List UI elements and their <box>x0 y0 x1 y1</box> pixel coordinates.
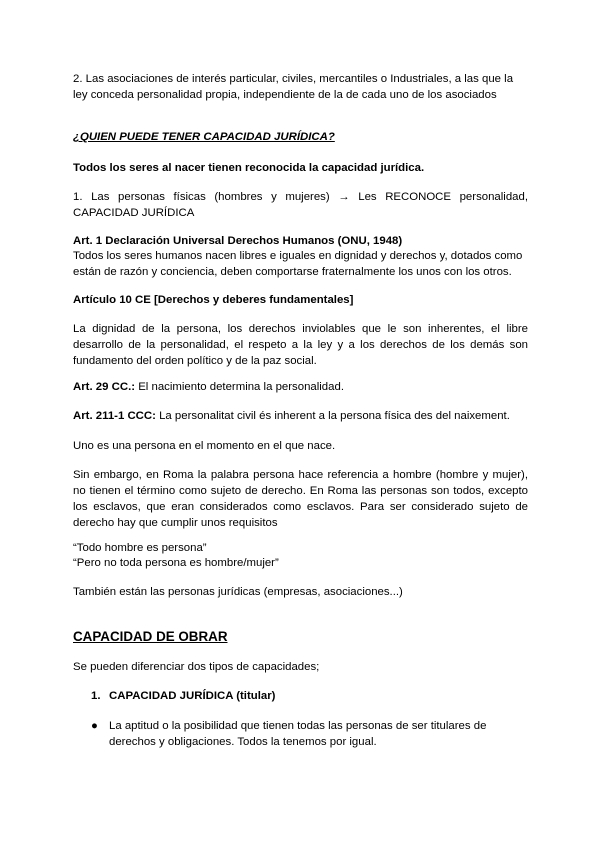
paragraph-personas-fisicas: 1. Las personas físicas (hombres y mujeres) → Les RECONOCE personalidad, CAPACIDAD JURÍDICA <box>73 191 528 219</box>
art211-label: Art. 211-1 CCC: <box>73 410 156 422</box>
paragraph-asociaciones: 2. Las asociaciones de interés particular, civiles, mercantiles o Industriales, a las que la ley conceda personalidad propia, independiente de la de cada uno de los asociados <box>73 73 514 101</box>
list-number: 1. <box>91 690 101 702</box>
bullet-icon: ● <box>91 720 98 732</box>
quote-todo-hombre: “Todo hombre es persona” <box>73 542 207 554</box>
heading-capacidad-de-obrar: CAPACIDAD DE OBRAR <box>73 629 228 644</box>
art29-label: Art. 29 CC.: <box>73 381 136 393</box>
art10-text: La dignidad de la persona, los derechos inviolables que le son inherentes, el libre desarrollo de la personalidad, el respeto a la ley y a los derechos de los demás son fundamento del orden político y de la paz social. <box>73 323 528 367</box>
numbered-list-item <box>91 688 275 704</box>
list-item-label: CAPACIDAD JURÍDICA (titular) <box>109 690 276 702</box>
heading-quien-puede: ¿QUIEN PUEDE TENER CAPACIDAD JURÍDICA? <box>73 131 335 143</box>
art10-title: Artículo 10 CE [Derechos y deberes fundamentales] <box>73 294 354 306</box>
paragraph-todos-los-seres: Todos los seres al nacer tienen reconocida la capacidad jurídica. <box>73 162 425 174</box>
paragraph-uno-es-persona: Uno es una persona en el momento en el que nace. <box>73 440 336 452</box>
art1-text: Todos los seres humanos nacen libres e iguales en dignidad y derechos y, dotados como están de razón y conciencia, deben comportarse fraternalmente los unos con los otros. <box>73 250 523 278</box>
paragraph-personas-juridicas: También están las personas jurídicas (empresas, asociaciones...) <box>73 586 403 598</box>
paragraph-roma: Sin embargo, en Roma la palabra persona hace referencia a hombre (hombre y mujer), no tienen el término como sujeto de derecho. En Roma las personas son todos, excepto los esclavos, que eran considerados como esclavos. Para ser considerado sujeto de derecho hay que cumplir unos requisitos <box>73 469 528 529</box>
art1-title: Art. 1 Declaración Universal Derechos Humanos (ONU, 1948) <box>73 235 403 247</box>
paragraph-dos-tipos: Se pueden diferenciar dos tipos de capacidades; <box>73 661 320 673</box>
art29-paragraph <box>73 379 528 395</box>
art211-text: La personalitat civil és inherent a la persona física des del naixement. <box>155 410 510 422</box>
quote-pero-no-toda: “Pero no toda persona es hombre/mujer” <box>73 557 279 569</box>
bullet-list-item <box>91 718 529 750</box>
art211-paragraph <box>73 408 528 424</box>
bullet-text: La aptitud o la posibilidad que tienen todas las personas de ser titulares de derechos y obligaciones. Todos la tenemos por igual. <box>109 720 487 748</box>
art29-text: El nacimiento determina la personalidad. <box>135 381 344 393</box>
